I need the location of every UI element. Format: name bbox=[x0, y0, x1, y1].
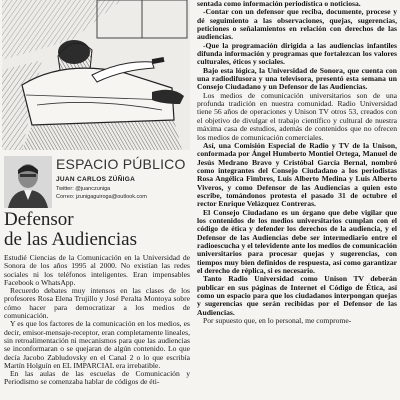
right-paragraph: Así, una Comisión Especial de Radio y TV de la Unison, conformada por Ángel Humberto Montiel Ortega, Manuel de Jesús Medrano Bravo y Cristóbal García Bernal, nombró como integrantes del Consejo Ciudadano a los periodistas Rosa Angélica Fimbres, Luis Alberto Medina y Luis Alberto Viveros, y como Defensor de las Audiencias a quien esto escribe, tomándonos protesta el pasado 31 de octubre el rector Enrique Velázquez Contreras. bbox=[197, 140, 397, 209]
right-paragraph: -Contar con un defensor que reciba, documente, procese y dé seguimiento a las observaciones, quejas, sugerencias, peticiones o señalamientos en relación con derechos de las audiencias. bbox=[197, 7, 397, 42]
left-paragraph: En las aulas de las escuelas de Comunicación y Periodismo se comenzaba hablar de códigos de éti- bbox=[4, 369, 190, 387]
right-paragraph: El Consejo Ciudadano es un órgano que debe vigilar que los contenidos de los medios universitarios cumplan con el código de ética y defender los derechos de la audiencia, y el Defensor de las Audiencias debe ser intermediario entre el radioescucha y el televidente ante los medios de comunicación universitarios para procesar quejas y sugerencias, con tiempos muy bien definidos de respuesta, así como garantizar el derecho de réplica, si es necesario. bbox=[197, 207, 397, 275]
illustration-drawing bbox=[2, 0, 190, 150]
right-paragraph: Los medios de comunicación universitarios son de una profunda tradición en nuestra comunidad. Radio Universidad tiene 56 años de operaciones y Unison TV otros 53, creados con el objetivo de divulgar el trabajo científico y cultural de nuestra máxima casa de estudios, además de contenidos que no ofrecen los medios de comunicación comerciales. bbox=[197, 90, 397, 142]
left-column bbox=[0, 0, 192, 400]
right-paragraph: -Que la programación dirigida a las audiencias infantiles difunda información y programas que fortalezcan los valores culturales, éticos y sociales. bbox=[197, 40, 397, 67]
right-column bbox=[197, 0, 397, 400]
author-email: Correo: jzunigaguiroga@outlook.com bbox=[56, 194, 147, 200]
right-paragraph: sentada como información periodística o noticiosa. bbox=[197, 0, 361, 8]
author-twitter: Twitter: @juanczuniga bbox=[56, 186, 111, 192]
author-name: JUAN CARLOS ZÚÑIGA bbox=[56, 176, 136, 183]
right-paragraph: Por supuesto que, en lo personal, me comprome- bbox=[203, 316, 352, 326]
left-paragraph: Y es que los factores de la comunicación en los medios, es decir, emisor-mensaje-receptor, eran completamente lineales, sin retroalimentación ni mecanismos para que las audiencias se inconformaran o se quejaran de algún contenido. Lo que decía Jacobo Zabludovsky en el Canal 2 o lo que escribía Martín Holguín en EL IMPARCIAL era irrebatible. bbox=[4, 319, 190, 370]
article-headline bbox=[4, 210, 190, 250]
author-photo bbox=[4, 156, 52, 208]
section-label: ESPACIO PÚBLICO bbox=[56, 156, 186, 172]
right-paragraph: Tanto Radio Universidad como Unison TV deberán publicar en sus páginas de Internet el Código de Ética, así como un espacio para que los ciudadanos interpongan quejas y sugerencias que serán recibidas por el Defensor de las Audiencias. bbox=[197, 274, 397, 317]
author-portrait-icon bbox=[4, 156, 52, 208]
left-body-text bbox=[4, 254, 190, 387]
right-paragraph: Bajo esta lógica, la Universidad de Sonora, que cuenta con una radiodifusora y una televisora, presentó esta semana un Consejo Ciudadano y un Defensor de las Audiencias. bbox=[197, 65, 397, 92]
left-paragraph: Recuerdo debates muy intensos en las clases de los profesores Rosa Elena Trujillo y José Peralta Montoya sobre cómo hacer para democratizar a los medios de comunicación. bbox=[4, 286, 190, 321]
editorial-illustration bbox=[2, 0, 190, 150]
headline-line-1: Defensor bbox=[4, 209, 74, 230]
headline-line-2: de las Audiencias bbox=[4, 229, 137, 250]
left-paragraph: Estudié Ciencias de la Comunicación en la Universidad de Sonora de los años 1995 al 2000. No existían las redes sociales ni los teléfonos inteligentes. Eran impensables Facebook o WhatsApp. bbox=[4, 253, 190, 287]
